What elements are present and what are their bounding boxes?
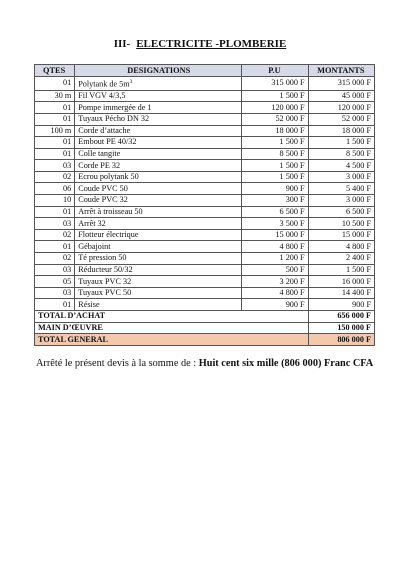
- table-row: [35, 229, 375, 241]
- qty-cell: 01: [35, 241, 75, 253]
- qty-cell: 01: [35, 102, 75, 114]
- unit-price-cell: 1 500 F: [242, 137, 308, 149]
- statement-amount: Huit cent six mille (806 000) Franc CFA: [198, 358, 374, 369]
- table-row: [35, 206, 375, 218]
- designation-cell: Tuyaux PVC 32: [75, 276, 242, 288]
- unit-price-cell: 18 000 F: [242, 125, 308, 137]
- designation-cell: Corde d’attache: [75, 125, 242, 137]
- table-row: [35, 160, 375, 172]
- amount-cell: 8 500 F: [308, 148, 374, 160]
- amount-cell: 4 500 F: [308, 160, 374, 172]
- table-row: [35, 299, 375, 311]
- designation-cell: Coude PVC 32: [75, 195, 242, 207]
- total-general-value: 806 000 F: [308, 334, 374, 346]
- unit-price-cell: 52 000 F: [242, 113, 308, 125]
- header-montants: MONTANTS: [308, 65, 374, 77]
- section-number: III-: [113, 38, 131, 50]
- table-row: [35, 287, 375, 299]
- section-title: [0, 38, 400, 50]
- statement-prefix: Arrêté le présent devis à la somme de :: [36, 358, 199, 369]
- unit-price-cell: 1 200 F: [242, 253, 308, 265]
- designation-cell: Ecrou polytank 50: [75, 171, 242, 183]
- table-row: [35, 218, 375, 230]
- main-oeuvre-value: 150 000 F: [308, 322, 374, 334]
- unit-price-cell: 315 000 F: [242, 77, 308, 91]
- designation-cell: Arrêt 32: [75, 218, 242, 230]
- main-oeuvre-label: MAIN D’ŒUVRE: [35, 322, 309, 334]
- designation-cell: Fil VGV 4/3,5: [75, 90, 242, 102]
- header-qtes: QTES: [35, 65, 75, 77]
- unit-price-cell: 900 F: [242, 183, 308, 195]
- quote-table: [34, 64, 375, 346]
- table-row: [35, 125, 375, 137]
- unit-price-cell: 3 200 F: [242, 276, 308, 288]
- designation-cell: Résise: [75, 299, 242, 311]
- amount-cell: 4 800 F: [308, 241, 374, 253]
- qty-cell: 02: [35, 253, 75, 265]
- qty-cell: 01: [35, 148, 75, 160]
- unit-price-cell: 1 500 F: [242, 90, 308, 102]
- table-row: [35, 102, 375, 114]
- designation-cell: Colle tangite: [75, 148, 242, 160]
- qty-cell: 01: [35, 206, 75, 218]
- amount-cell: 2 400 F: [308, 253, 374, 265]
- total-achat-label: TOTAL D’ACHAT: [35, 311, 309, 323]
- unit-price-cell: 900 F: [242, 299, 308, 311]
- designation-cell: Tuyaux Pécho DN 32: [75, 113, 242, 125]
- amount-cell: 6 500 F: [308, 206, 374, 218]
- designation-cell: Tuyaux PVC 50: [75, 287, 242, 299]
- table-row: [35, 137, 375, 149]
- designation-cell: Flotteur électrique: [75, 229, 242, 241]
- table-row: [35, 195, 375, 207]
- designation-cell: Embout PE 40/32: [75, 137, 242, 149]
- designation-cell: Té pression 50: [75, 253, 242, 265]
- qty-cell: 100 m: [35, 125, 75, 137]
- amount-cell: 18 000 F: [308, 125, 374, 137]
- designation-cell: Réducteur 50/32: [75, 264, 242, 276]
- table-row: [35, 77, 375, 91]
- qty-cell: 02: [35, 229, 75, 241]
- designation-superscript: 3: [129, 79, 133, 85]
- header-designations: DESIGNATIONS: [75, 65, 242, 77]
- designation-cell: Coude PVC 50: [75, 183, 242, 195]
- unit-price-cell: 8 500 F: [242, 148, 308, 160]
- unit-price-cell: 6 500 F: [242, 206, 308, 218]
- table-row: [35, 253, 375, 265]
- unit-price-cell: 1 500 F: [242, 160, 308, 172]
- amount-cell: 16 000 F: [308, 276, 374, 288]
- qty-cell: 03: [35, 264, 75, 276]
- amount-cell: 120 000 F: [308, 102, 374, 114]
- designation-cell: Corde PE 32: [75, 160, 242, 172]
- amount-cell: 5 400 F: [308, 183, 374, 195]
- unit-price-cell: 15 000 F: [242, 229, 308, 241]
- amount-cell: 3 000 F: [308, 171, 374, 183]
- qty-cell: 01: [35, 137, 75, 149]
- qty-cell: 10: [35, 195, 75, 207]
- designation-cell: Arrêt à troisseau 50: [75, 206, 242, 218]
- table-row: [35, 113, 375, 125]
- qty-cell: 05: [35, 276, 75, 288]
- qty-cell: 01: [35, 113, 75, 125]
- qty-cell: 01: [35, 77, 75, 91]
- amount-cell: 315 000 F: [308, 77, 374, 91]
- amount-cell: 52 000 F: [308, 113, 374, 125]
- amount-cell: 45 000 F: [308, 90, 374, 102]
- main-oeuvre-row: [35, 322, 375, 334]
- table-row: [35, 264, 375, 276]
- designation-cell: Pompe immergée de 1: [75, 102, 242, 114]
- table-row: [35, 171, 375, 183]
- amount-cell: 3 000 F: [308, 195, 374, 207]
- designation-cell: [75, 77, 242, 91]
- table-row: [35, 241, 375, 253]
- amount-cell: 900 F: [308, 299, 374, 311]
- table-body: [35, 77, 375, 311]
- qty-cell: 02: [35, 171, 75, 183]
- amount-cell: 14 400 F: [308, 287, 374, 299]
- qty-cell: 06: [35, 183, 75, 195]
- section-heading: ELECTRICITE -PLOMBERIE: [136, 38, 287, 50]
- amount-cell: 1 500 F: [308, 137, 374, 149]
- total-general-row: [35, 334, 375, 346]
- qty-cell: 03: [35, 287, 75, 299]
- table-row: [35, 276, 375, 288]
- qty-cell: 03: [35, 160, 75, 172]
- unit-price-cell: 4 800 F: [242, 287, 308, 299]
- unit-price-cell: 120 000 F: [242, 102, 308, 114]
- total-general-label: TOTAL GENERAL: [35, 334, 309, 346]
- qty-cell: 03: [35, 218, 75, 230]
- table-header-row: [35, 65, 375, 77]
- table-row: [35, 183, 375, 195]
- table-row: [35, 90, 375, 102]
- qty-cell: 30 m: [35, 90, 75, 102]
- unit-price-cell: 3 500 F: [242, 218, 308, 230]
- amount-cell: 15 000 F: [308, 229, 374, 241]
- total-achat-value: 656 000 F: [308, 311, 374, 323]
- total-achat-row: [35, 311, 375, 323]
- quote-statement: [36, 357, 376, 370]
- unit-price-cell: 500 F: [242, 264, 308, 276]
- designation-text: Polytank de 5m: [78, 79, 130, 89]
- table-row: [35, 148, 375, 160]
- qty-cell: 01: [35, 299, 75, 311]
- unit-price-cell: 4 800 F: [242, 241, 308, 253]
- amount-cell: 10 500 F: [308, 218, 374, 230]
- header-pu: P.U: [242, 65, 308, 77]
- unit-price-cell: 300 F: [242, 195, 308, 207]
- designation-cell: Gébajoint: [75, 241, 242, 253]
- unit-price-cell: 1 500 F: [242, 171, 308, 183]
- amount-cell: 1 500 F: [308, 264, 374, 276]
